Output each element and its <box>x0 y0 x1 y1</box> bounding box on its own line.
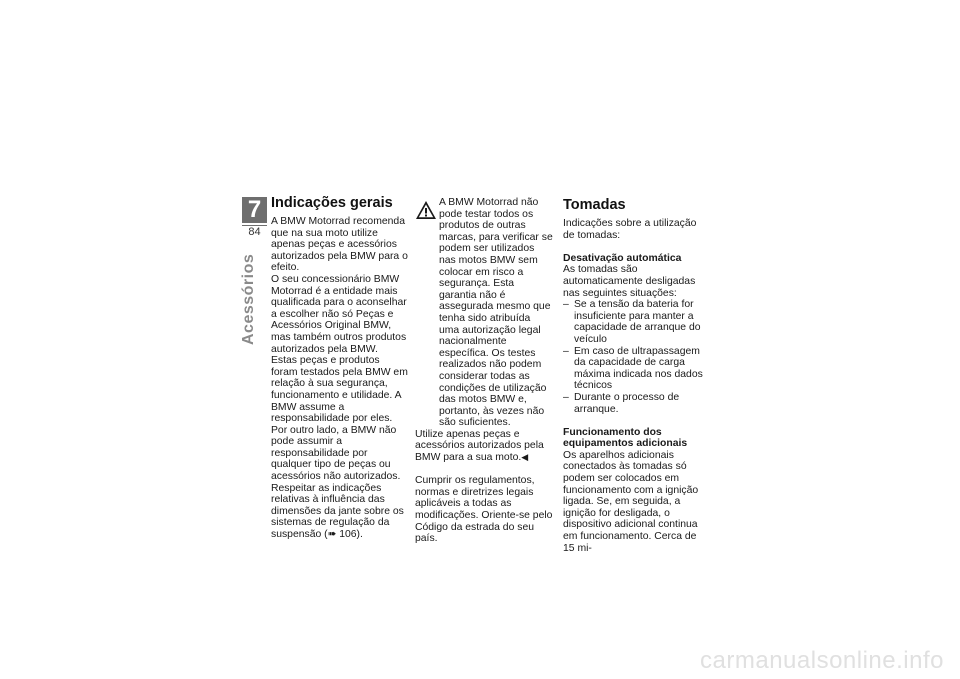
intro-text: Indicações sobre a utilização de tomadas: <box>563 218 697 241</box>
list-item: – Em caso de ultrapassagem da capacidade de carga máxima indicada nos dados técnicos <box>563 346 703 392</box>
warning-tail: Utilize apenas peças e acessórios autorizados pela BMW para a sua moto. <box>415 428 544 464</box>
page-number: 84 <box>248 226 261 238</box>
chapter-number: 7 <box>242 197 267 223</box>
column-warning <box>415 197 553 545</box>
paragraph: A BMW Motorrad recomenda que na sua moto utilize apenas peças e acessórios autorizados pela BMW para o efeito. <box>271 216 408 274</box>
warning-block <box>415 197 553 429</box>
paragraph: Os aparelhos adicionais conectados às tomadas só podem ser colocados em funcionamento com a ignição ligada. Se, em seguida, a ignição for desligada, o dispositivo adicional continua em funcionamento. Cerca de 15 mi- <box>563 449 699 554</box>
end-of-warning-icon: ◀ <box>521 452 529 463</box>
column-general-notes <box>271 195 409 541</box>
list-item: – Se a tensão da bateria for insuficiente para manter a capacidade de arranque do veículo <box>563 299 703 345</box>
list-item: – Durante o processo de arranque. <box>563 392 703 415</box>
paragraph: Cumprir os regulamentos, normas e diretrizes legais aplicáveis a todas as modificações. Oriente-se pelo Código da estrada do seu país. <box>415 475 553 545</box>
warning-text-tail <box>415 429 553 464</box>
bullet-list <box>563 299 703 415</box>
subheading-additional-equipment: Funcionamento dos equipamentos adicionais <box>563 426 688 450</box>
section-label: Acessórios <box>240 253 257 345</box>
paragraph: Estas peças e produtos foram testados pela BMW em relação à sua segurança, funcionamento e utilidade. A BMW assume a responsabilidade por eles. <box>271 355 408 425</box>
column-sockets <box>563 197 703 554</box>
watermark: carmanualsonline.info <box>700 647 944 674</box>
paragraph: Por outro lado, a BMW não pode assumir a responsabilidade por qualquer tipo de peças ou acessórios não autorizados. <box>271 424 401 483</box>
paragraph: O seu concessionário BMW Motorrad é a entidade mais qualificada para o aconselhar a escolher não só Peças e Acessórios Original BMW, mas também outros produtos autorizados pela BMW. <box>271 273 407 355</box>
paragraph: Respeitar as indicações relativas à influência das dimensões da jante sobre os sistemas de regulação da suspensão (➠ 106). <box>271 482 404 541</box>
subheading-auto-shutoff: Desativação automática <box>563 252 682 264</box>
warning-triangle-icon <box>415 200 437 220</box>
heading-sockets: Tomadas <box>563 197 626 213</box>
paragraph: As tomadas são automaticamente desligadas nas seguintes situações: <box>563 264 696 299</box>
heading-general-notes: Indicações gerais <box>271 195 393 211</box>
warning-text: A BMW Motorrad não pode testar todos os produtos de outras marcas, para verificar se podem ser utilizados nas motos BMW sem colocar em risco a segurança. Esta garantia não é assegurada mesmo que tenha sido atribuída uma autorização legal nacionalmente específica. Os testes realizados não podem considerar todas as condições de utilização das motos BMW e, portanto, às vezes não são suficientes. <box>439 197 553 429</box>
